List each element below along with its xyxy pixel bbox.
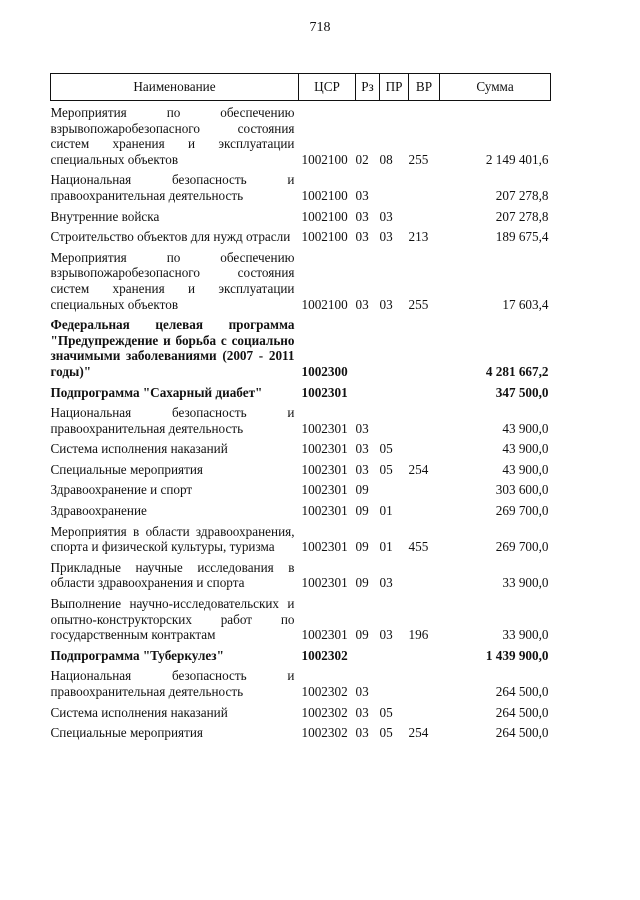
cell-sum: 264 500,0 [495, 725, 549, 741]
cell-name: Система исполнения наказаний [50, 441, 228, 457]
cell-rz [356, 648, 380, 669]
cell-rz: 03 [355, 208, 369, 224]
cell-sum: 2 149 401,6 [485, 151, 549, 167]
cell-csr: 1002302 [301, 647, 348, 663]
cell-rz: 03 [355, 461, 369, 477]
cell-sum: 4 281 667,2 [485, 363, 549, 379]
cell-sum: 33 900,0 [502, 575, 549, 591]
table-row [51, 503, 551, 524]
cell-rz [356, 385, 380, 406]
cell-vr: 254 [408, 725, 429, 741]
cell-pr [380, 385, 409, 406]
cell-name: Система исполнения наказаний [50, 704, 228, 720]
cell-sum: 269 700,0 [495, 503, 549, 519]
table-body [51, 101, 551, 746]
cell-csr: 1002301 [301, 420, 348, 436]
cell-vr [409, 405, 440, 441]
cell-pr [380, 317, 409, 384]
cell-csr: 1002301 [301, 461, 348, 477]
cell-csr: 1002100 [301, 151, 348, 167]
cell-rz: 03 [355, 229, 369, 245]
cell-sum: 207 278,8 [495, 187, 549, 203]
cell-rz: 03 [355, 725, 369, 741]
cell-pr [380, 482, 409, 503]
cell-rz [356, 317, 380, 384]
cell-name: Мероприятия по обеспечению взрывопожаробезопасного состояния систем хранения и эксплуатации специальных объектов [50, 105, 295, 167]
cell-vr [409, 441, 440, 462]
cell-sum: 43 900,0 [502, 420, 549, 436]
cell-rz: 03 [355, 684, 369, 699]
cell-vr [409, 172, 440, 208]
cell-name: Специальные мероприятия [50, 725, 203, 741]
cell-sum: 43 900,0 [502, 461, 549, 477]
cell-name: Внутренние войска [50, 208, 160, 224]
cell-rz: 09 [355, 503, 369, 519]
table-row [51, 705, 551, 726]
table-row [51, 482, 551, 503]
cell-pr: 08 [379, 151, 393, 167]
cell-csr: 1002301 [301, 384, 348, 400]
table-row [51, 560, 551, 596]
cell-pr: 01 [379, 503, 393, 519]
cell-sum: 269 700,0 [495, 539, 549, 555]
cell-vr [409, 482, 440, 503]
cell-vr [409, 209, 440, 230]
cell-rz: 02 [355, 151, 369, 167]
table-row [51, 596, 551, 648]
cell-vr: 255 [408, 151, 429, 167]
cell-vr: 213 [408, 229, 429, 245]
cell-vr: 196 [408, 627, 429, 643]
cell-rz: 03 [355, 441, 369, 457]
cell-vr [409, 705, 440, 726]
cell-vr [409, 317, 440, 384]
header-vr: ВР [409, 74, 440, 101]
cell-vr [409, 668, 440, 704]
cell-name: Мероприятия в области здравоохранения, спорта и физической культуры, туризма [50, 523, 295, 555]
cell-csr: 1002301 [301, 539, 348, 555]
cell-vr: 455 [408, 539, 429, 555]
cell-name: Выполнение научно-исследовательских и опытно-конструкторских работ по государственным контрактам [50, 596, 295, 643]
cell-rz: 09 [355, 575, 369, 591]
cell-csr: 1002100 [301, 296, 348, 312]
cell-csr: 1002100 [301, 208, 348, 224]
cell-vr [409, 560, 440, 596]
cell-csr: 1002100 [301, 229, 348, 245]
cell-pr: 05 [379, 725, 393, 741]
cell-csr: 1002301 [301, 482, 348, 498]
cell-pr: 03 [379, 627, 393, 643]
cell-vr: 254 [408, 461, 429, 477]
cell-pr: 01 [379, 539, 393, 555]
cell-vr: 255 [408, 296, 429, 312]
header-sum: Сумма [440, 74, 551, 101]
cell-pr [380, 405, 409, 441]
cell-pr [380, 172, 409, 208]
cell-pr: 03 [379, 296, 393, 312]
table-header [51, 74, 551, 101]
table-row [51, 172, 551, 208]
cell-pr [380, 648, 409, 669]
cell-pr: 05 [379, 461, 393, 477]
cell-sum: 17 603,4 [502, 296, 549, 312]
table-row [51, 648, 551, 669]
cell-name: Национальная безопасность и правоохранительная деятельность [50, 405, 295, 436]
table-row [51, 524, 551, 560]
cell-pr: 03 [379, 229, 393, 245]
cell-pr: 03 [379, 208, 393, 224]
cell-csr: 1002301 [301, 575, 348, 591]
cell-name: Федеральная целевая программа "Предупреждение и борьба с социально значимыми заболеваниями (2007 - 2011 годы)" [50, 317, 295, 379]
header-name: Наименование [51, 74, 299, 101]
cell-csr: 1002302 [301, 684, 348, 699]
cell-sum: 207 278,8 [495, 208, 549, 224]
cell-vr [409, 503, 440, 524]
cell-sum: 189 675,4 [495, 229, 549, 245]
table-row [51, 405, 551, 441]
table-row [51, 725, 551, 746]
table-row [51, 385, 551, 406]
cell-sum: 347 500,0 [495, 384, 549, 400]
cell-pr: 05 [379, 441, 393, 457]
cell-pr: 03 [379, 575, 393, 591]
header-csr: ЦСР [299, 74, 356, 101]
cell-name: Прикладные научные исследования в области здравоохранения и спорта [50, 559, 295, 591]
cell-csr: 1002301 [301, 503, 348, 519]
table-row [51, 317, 551, 384]
header-pr: ПР [380, 74, 409, 101]
cell-csr: 1002302 [301, 704, 348, 720]
cell-sum: 264 500,0 [495, 704, 549, 720]
cell-sum: 33 900,0 [502, 627, 549, 643]
cell-vr [409, 648, 440, 669]
page-number: 718 [309, 20, 331, 35]
cell-pr [380, 668, 409, 704]
cell-sum: 43 900,0 [502, 441, 549, 457]
table-row [51, 101, 551, 173]
cell-name: Подпрограмма "Туберкулез" [50, 647, 224, 663]
table-row [51, 250, 551, 317]
cell-sum: 1 439 900,0 [485, 647, 549, 663]
header-rz: Рз [356, 74, 380, 101]
cell-csr: 1002301 [301, 441, 348, 457]
cell-csr: 1002302 [301, 725, 348, 741]
cell-rz: 03 [355, 187, 369, 203]
cell-rz: 09 [355, 539, 369, 555]
cell-csr: 1002300 [301, 363, 348, 379]
table-row [51, 209, 551, 230]
cell-sum: 303 600,0 [495, 482, 549, 498]
table-row [51, 441, 551, 462]
cell-name: Национальная безопасность и правоохранительная деятельность [50, 668, 295, 699]
cell-csr: 1002301 [301, 627, 348, 643]
cell-csr: 1002100 [301, 187, 348, 203]
table-row [51, 229, 551, 250]
cell-vr [409, 385, 440, 406]
table-row [51, 462, 551, 483]
cell-rz: 09 [355, 482, 369, 498]
cell-rz: 03 [355, 296, 369, 312]
cell-name: Здравоохранение и спорт [50, 482, 193, 498]
cell-rz: 03 [355, 420, 369, 436]
cell-rz: 03 [355, 704, 369, 720]
cell-name: Мероприятия по обеспечению взрывопожаробезопасного состояния систем хранения и эксплуатации специальных объектов [50, 249, 295, 312]
cell-pr: 05 [379, 704, 393, 720]
budget-table [50, 73, 551, 746]
cell-name: Специальные мероприятия [50, 461, 203, 477]
cell-name: Строительство объектов для нужд отрасли [50, 229, 291, 245]
cell-name: Здравоохранение [50, 503, 147, 519]
table-row [51, 668, 551, 704]
cell-name: Национальная безопасность и правоохранительная деятельность [50, 172, 295, 203]
cell-sum: 264 500,0 [495, 684, 549, 699]
cell-rz: 09 [355, 627, 369, 643]
cell-name: Подпрограмма "Сахарный диабет" [50, 384, 263, 400]
